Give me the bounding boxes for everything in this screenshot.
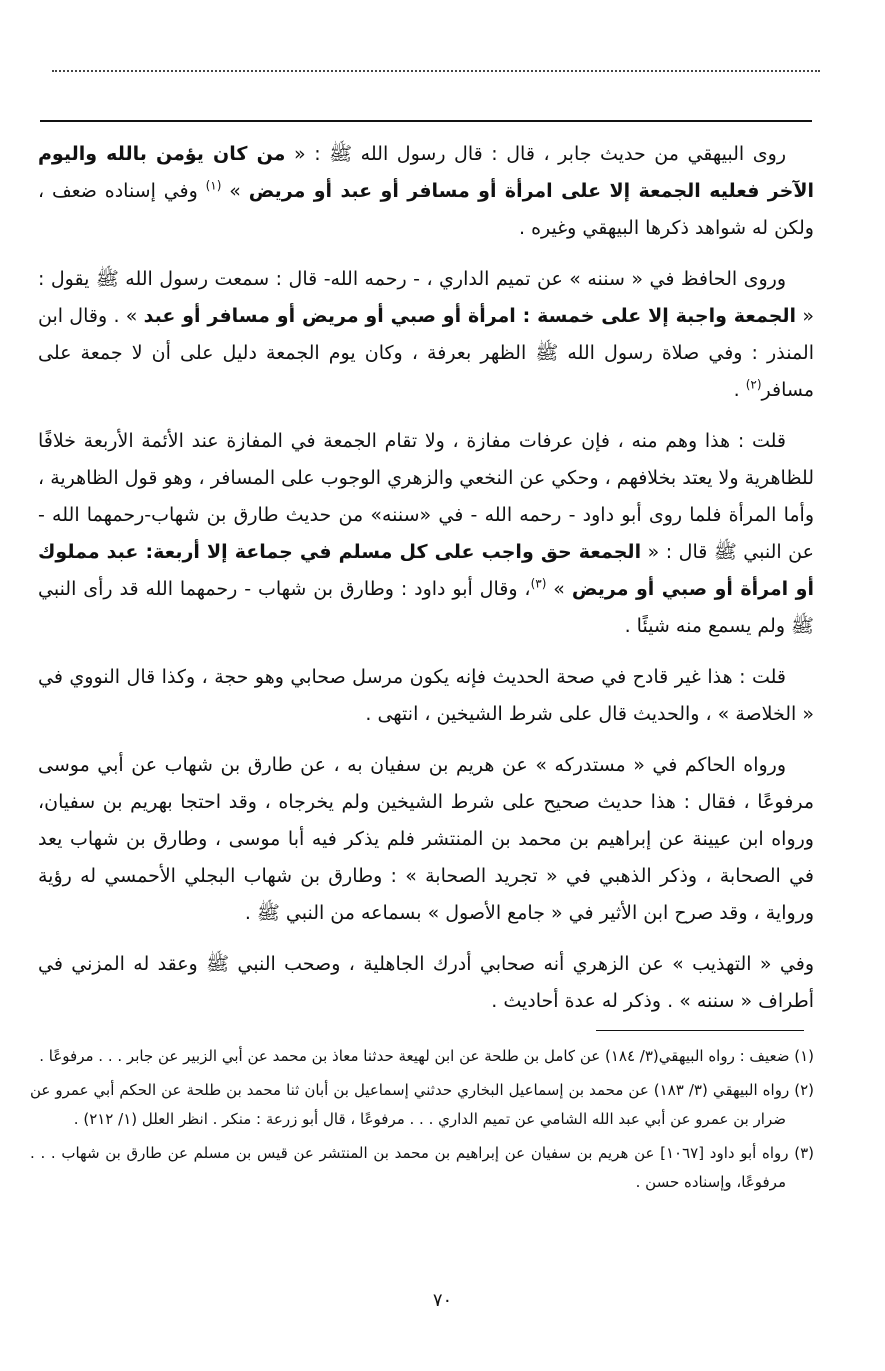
footnote-ref: (٢) — [745, 377, 762, 392]
text-run: » — [546, 578, 572, 600]
text-run: » — [221, 180, 249, 202]
footnote-3: (٣) رواه أبو داود [١٠٦٧] عن هريم بن سفيان عن إبراهيم بن محمد بن المنتشر عن قيس بن مسلم عن طارق بن شهاب . . . مرفوعًا، وإسناده حسن . — [30, 1144, 814, 1191]
text-run: وفي « التهذيب » عن الزهري أنه صحابي أدرك الجاهلية ، وصحب النبي ﷺ وعقد له المزني في أطراف « سننه » . وذكر له عدة أحاديث . — [38, 953, 814, 1012]
footnotes — [30, 1042, 814, 1202]
header-rule — [40, 120, 812, 122]
text-run: قلت : هذا غير قادح في صحة الحديث فإنه يكون مرسل صحابي وهو حجة ، وكذا قال النووي في « الخلاصة » ، والحديث قال على شرط الشيخين ، انتهى . — [38, 666, 814, 725]
footnote-1: (١) ضعيف : رواه البيهقي(٣/ ١٨٤) عن كامل بن طلحة عن ابن لهيعة حدثنا معاذ بن محمد عن أبي الزبير عن جابر . . . مرفوعًا . — [39, 1047, 814, 1065]
paragraph-6 — [38, 946, 814, 1020]
footnote-ref: (٣) — [530, 576, 547, 591]
text-run: ، وقال أبو داود : وطارق بن شهاب - رحمهما الله قد رأى النبي ﷺ ولم يسمع منه شيئًا . — [38, 578, 814, 637]
footnote-ref: (١) — [205, 178, 222, 193]
page-number: ٧٠ — [432, 1290, 453, 1311]
text-run: روى البيهقي من حديث جابر ، قال : قال رسول الله ﷺ : « — [285, 143, 786, 165]
text-run: ورواه الحاكم في « مستدركه » عن هريم بن سفيان به ، عن طارق بن شهاب عن أبي موسى مرفوعًا ، فقال : هذا حديث صحيح على شرط الشيخين ولم يخرجاه ، وقد احتجا بهريم بن سفيان، ورواه ابن عيينة عن إبراهيم بن محمد بن المنتشر فلم يذكر فيه أبا موسى ، وطارق بن شهاب يعد في الصحابة ، وذكر الذهبي في « تجريد الصحابة » : وطارق بن شهاب البجلي الأحمسي له رؤية ورواية ، وقد صرح ابن الأثير في « جامع الأصول » بسماعه من النبي ﷺ . — [38, 754, 814, 924]
hadith-quote: من كان يؤمن بالله واليوم الآخر فعليه الجمعة إلا على امرأة أو مسافر أو عبد أو مريض — [38, 143, 814, 202]
text-run: وروى الحافظ في « سننه » عن تميم الداري ، - رحمه الله- قال : سمعت رسول الله ﷺ يقول : « — [38, 268, 814, 327]
hadith-quote: الجمعة واجبة إلا على خمسة : امرأة أو صبي أو مريض أو مسافر أو عبد — [143, 305, 797, 327]
main-text — [38, 136, 814, 1034]
paragraph-5 — [38, 747, 814, 932]
text-run: . — [733, 379, 746, 401]
header-dotted-line — [52, 70, 820, 72]
paragraph-4 — [38, 659, 814, 733]
paragraph-2 — [38, 261, 814, 409]
footnote-separator — [596, 1030, 804, 1031]
hadith-quote: الجمعة حق واجب على كل مسلم في جماعة إلا أربعة: عبد مملوك أو امرأة أو صبي أو مريض — [38, 541, 814, 600]
text-run: قلت : هذا وهم منه ، فإن عرفات مفازة ، ولا تقام الجمعة في المفازة عند الأئمة الأربعة خلافًا للظاهرية ولا يعتد بخلافهم ، وحكي عن النخعي والزهري الوجوب على المسافر ، وهو قول الظاهرية ، وأما المرأة فلما روى أبو داود - رحمه الله - في «سننه» من حديث طارق بن شهاب-رحمهما الله - عن النبي ﷺ قال : « — [38, 430, 814, 563]
paragraph-1 — [38, 136, 814, 247]
text-run: وفي إسناده ضعف ، ولكن له شواهد ذكرها البيهقي وغيره . — [38, 180, 814, 239]
footnote-2: (٢) رواه البيهقي (٣/ ١٨٣) عن محمد بن إسماعيل البخاري حدثني إسماعيل بن أبان ثنا محمد بن طلحة عن الحكم أبي عمرو عن ضرار بن عمرو عن أبي عبد الله الشامي عن تميم الداري . . . مرفوعًا ، قال أبو زرعة : منكر . انظر العلل (١/ ٢١٢) . — [30, 1081, 814, 1128]
paragraph-3 — [38, 423, 814, 645]
text-run: » . وقال ابن المنذر : وفي صلاة رسول الله ﷺ الظهر بعرفة ، وكان يوم الجمعة دليل على أن لا جمعة على مسافر — [38, 305, 814, 401]
